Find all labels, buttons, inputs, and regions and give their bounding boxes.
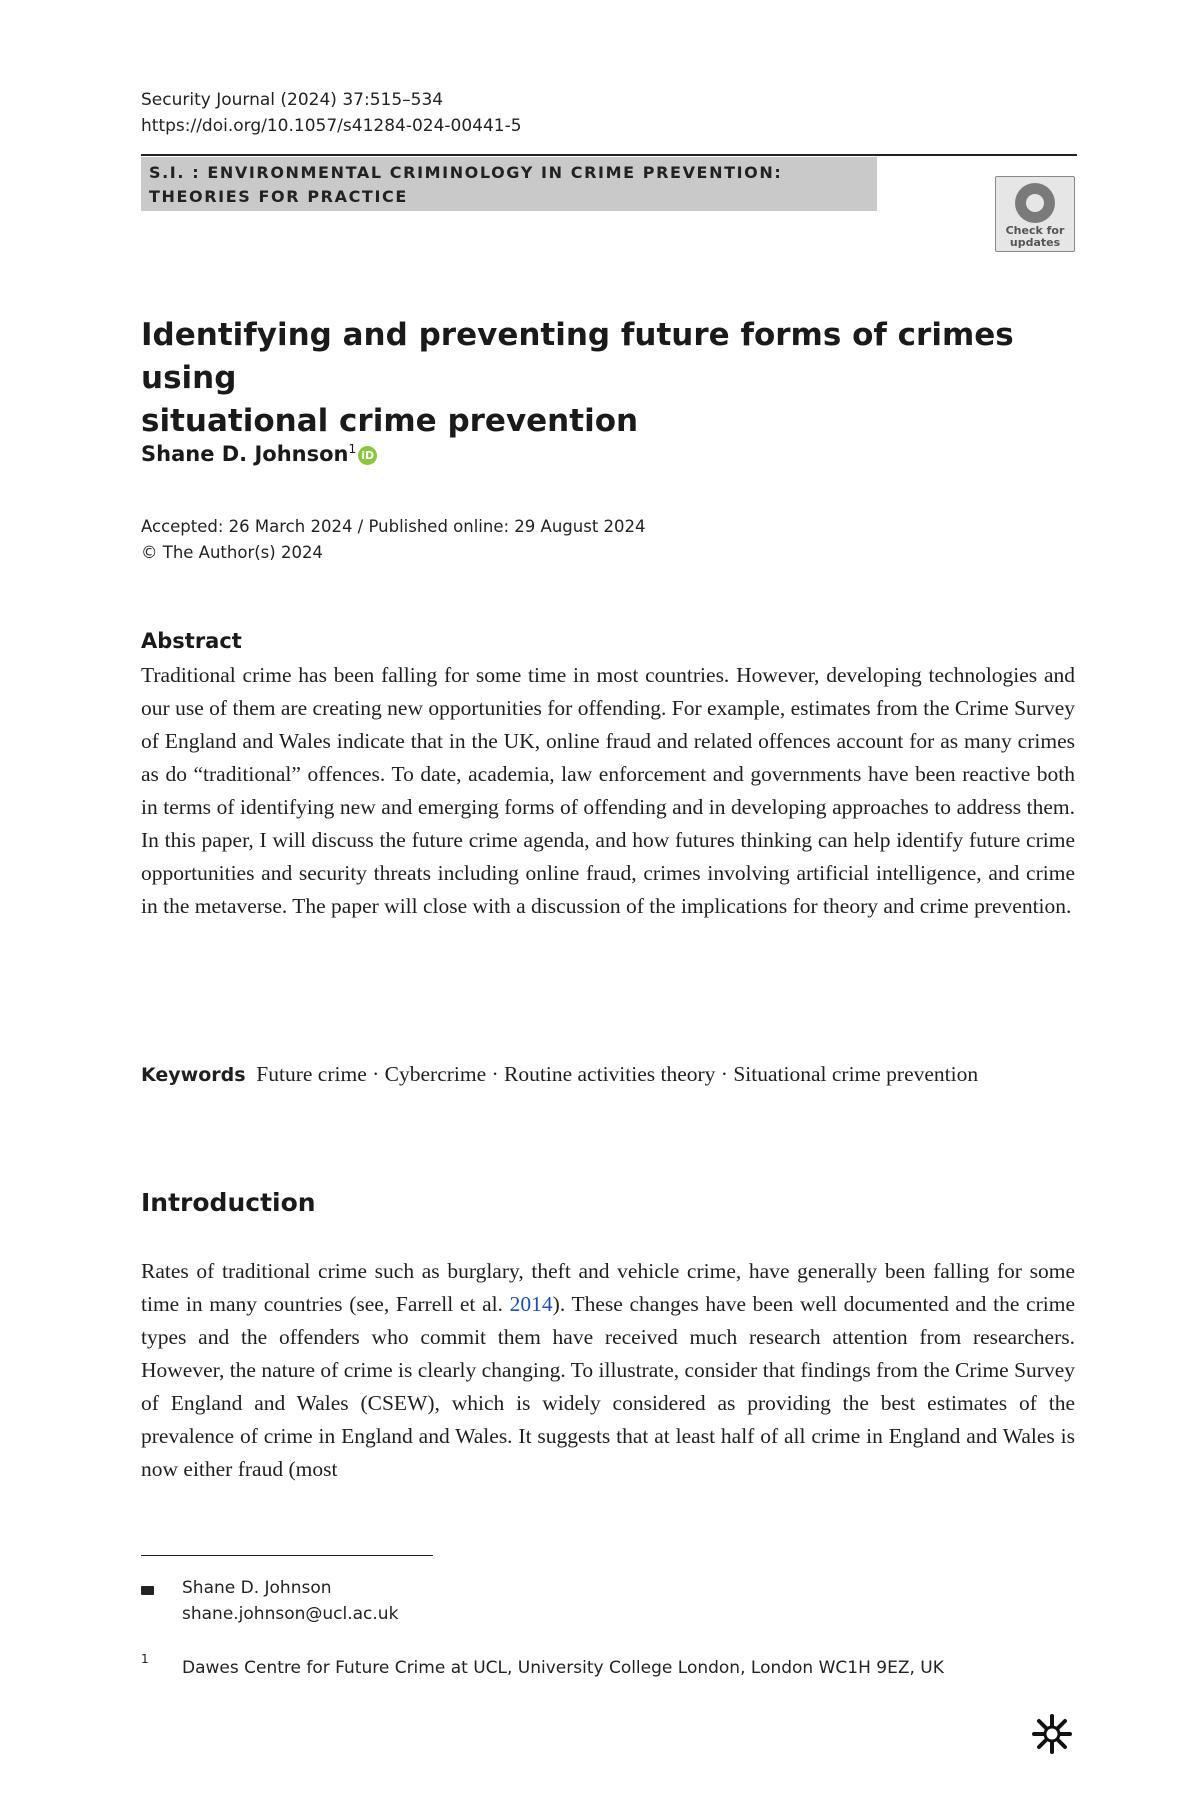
envelope-icon [141, 1586, 154, 1595]
journal-citation: Security Journal (2024) 37:515–534 [141, 90, 444, 110]
keywords-list: Future crime · Cybercrime · Routine activities theory · Situational crime prevention [256, 1062, 979, 1086]
crossmark-label-line-2: updates [1009, 236, 1061, 249]
author-block [141, 442, 377, 466]
copyright-notice: © The Author(s) 2024 [141, 543, 323, 562]
citation-link-farrell-2014[interactable]: 2014 [509, 1292, 553, 1316]
crossmark-label [996, 225, 1074, 249]
crossmark-icon [1015, 183, 1055, 223]
special-issue-line-2: THEORIES FOR PRACTICE [149, 187, 408, 206]
article-title-line-1: Identifying and preventing future forms of crimes using [141, 317, 1014, 396]
keywords-label: Keywords [141, 1064, 246, 1086]
header-rule [141, 154, 1077, 156]
contact-email-link[interactable]: shane.johnson@ucl.ac.uk [182, 1604, 399, 1624]
crossmark-badge[interactable] [995, 176, 1075, 252]
introduction-text [141, 1255, 1075, 1486]
crossmark-label-line-1: Check for [1005, 224, 1065, 237]
special-issue-line-1: S.I. : ENVIRONMENTAL CRIMINOLOGY IN CRIME PREVENTION: [149, 163, 783, 182]
intro-text-part-2: ). These changes have been well documented and the crime types and the offenders who commit them have received much research attention from researchers. However, the nature of crime is clearly changing. To illustrate, consider that findings from the Crime Survey of England and Wales (CSEW), which is widely considered as providing the best estimates of the prevalence of crime in England and Wales. It suggests that at least half of all crime in England and Wales is now either fraud (most [141, 1292, 1076, 1481]
orcid-icon[interactable]: iD [358, 446, 377, 465]
footnote-rule [141, 1555, 433, 1556]
introduction-heading: Introduction [141, 1188, 316, 1217]
author-affiliation-marker: 1 [348, 442, 357, 456]
article-title [141, 314, 1041, 443]
abstract-heading: Abstract [141, 629, 242, 653]
keywords-block [141, 1058, 1075, 1092]
abstract-text: Traditional crime has been falling for some time in most countries. However, developing technologies and our use of them are creating new opportunities for offending. For example, estimates from the Crime Survey of England and Wales indicate that in the UK, online fraud and related offences account for as many crimes as do “traditional” offences. To date, academia, law enforcement and governments have been reactive both in terms of identifying new and emerging forms of offending and in developing approaches to address them. In this paper, I will discuss the future crime agenda, and how futures thinking can help identify future crime opportunities and security threats including online fraud, crimes involving artificial intelligence, and crime in the metaverse. The paper will close with a discussion of the implications for theory and crime prevention. [141, 663, 1075, 918]
publication-dates: Accepted: 26 March 2024 / Published online: 29 August 2024 [141, 517, 646, 536]
contact-author-name: Shane D. Johnson [182, 1578, 332, 1598]
author-name[interactable]: Shane D. Johnson [141, 442, 349, 466]
affiliation-text: Dawes Centre for Future Crime at UCL, University College London, London WC1H 9EZ, UK [182, 1658, 944, 1678]
intro-text-part-1: Rates of traditional crime such as burglary, theft and vehicle crime, have generally been falling for some time in many countries (see, Farrell et al. [141, 1259, 1075, 1316]
springer-chess-knight-icon [1028, 1710, 1076, 1758]
special-issue-banner [141, 157, 877, 211]
affiliation-number: 1 [141, 1652, 149, 1666]
doi-link[interactable]: https://doi.org/10.1057/s41284-024-00441-5 [141, 116, 522, 136]
article-title-line-2: situational crime prevention [141, 403, 639, 439]
